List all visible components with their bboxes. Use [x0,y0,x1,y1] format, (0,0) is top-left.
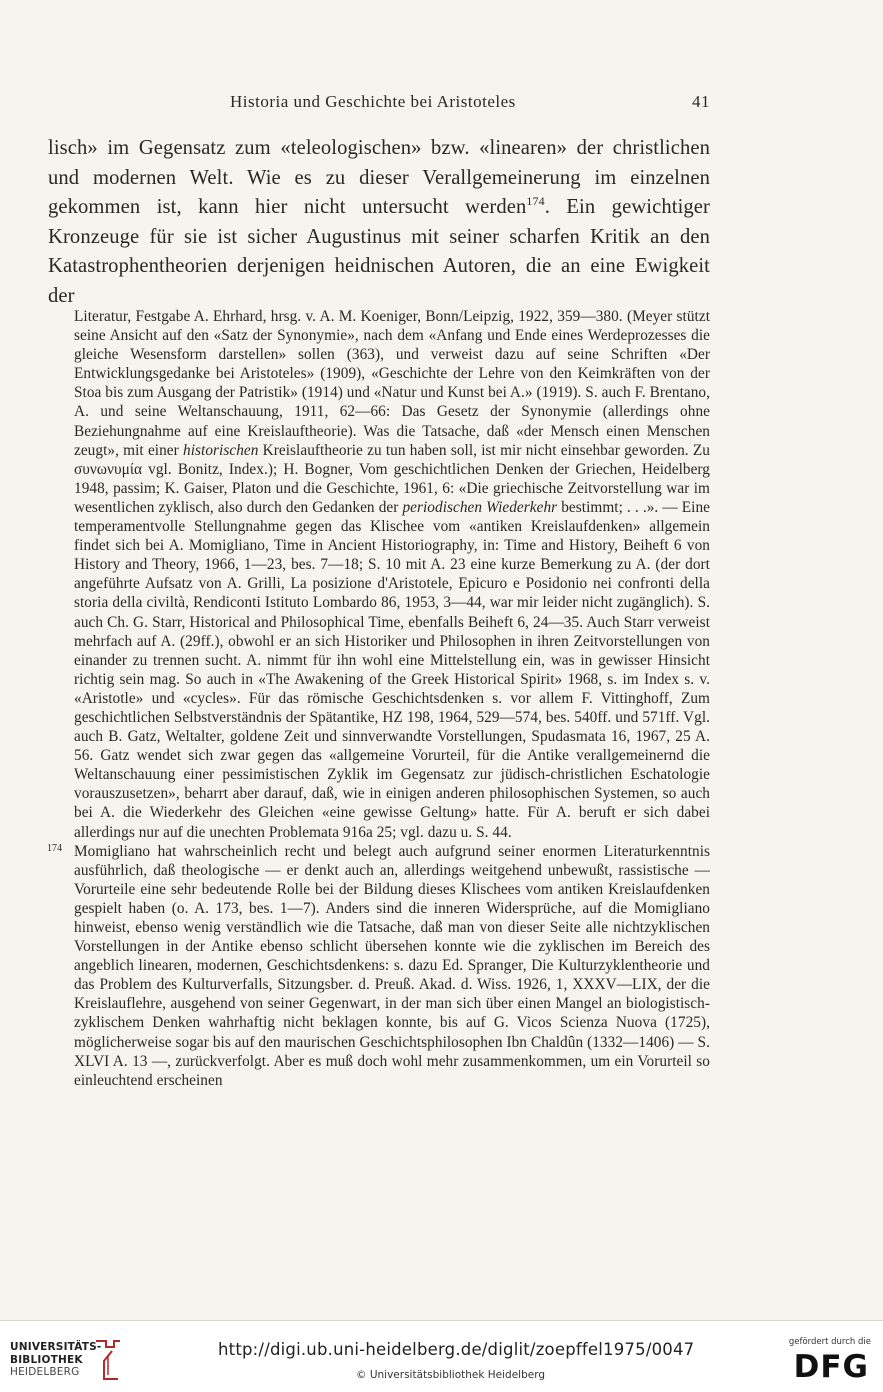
footnote-prev-segment-2: Kreislauftheorie zu tun haben soll, ist mir nicht einsehbar geworden. Zu συνωνυμία vgl. Bonitz, Index.); H. Bogner, Vom geschichtlichen Denken der Griechen, Heidelberg 1948, passim; K. Gaiser, Platon und die Geschichte, 1961, 6: «Die griechische Zeitvorstellung war im wesentlichen zyklisch, also durch den Gedanken der [74,441,710,516]
main-text-part1: lisch» im Gegensatz zum «teleologischen» bzw. «linearen» der christlichen und modernen Welt. Wie es zu dieser Verallgemeinerung im einzelnen gekommen ist, kann hier nicht untersucht werden [48,137,710,219]
page-number: 41 [692,92,710,111]
footnote-173-continuation [74,307,710,842]
footnotes [47,307,710,1090]
footnote-174 [47,842,710,1090]
funding-label: gefördert durch die [788,1337,871,1347]
library-logo-icon [92,1337,124,1383]
dfg-logo: DFG [793,1349,869,1385]
digitization-footer [0,1320,883,1392]
running-header [60,92,710,116]
footnote-174-text: Momigliano hat wahrscheinlich recht und belegt auch aufgrund seiner enormen Literaturkenntnis ausführlich, daß theologische — er denkt auch an, allerdings weitgehend unbewußt, rassistische — Vorurteile eine sehr bedeutende Rolle bei der Bildung dieses Klischees vom antiken Kreislaufdenken gespielt haben (o. A. 173, bes. 1—7). Anders sind die inneren Widersprüche, auf die Momigliano hinweist, ebenso wenig verständlich wie die Tatsache, daß man von dieser Seite alle nichtzyklischen Vorstellungen in der Antike ebenso schlicht übersehen konnte wie die zyklischen im Bereich des angeblich linearen, modernen, Geschichtsdenkens: s. dazu Ed. Spranger, Die Kulturzyklentheorie und das Problem des Kulturverfalls, Sitzungsber. d. Preuß. Akad. d. Wiss. 1926, 1, XXXV—LIX, der die Kreislauflehre, ausgehend von seiner Gegenwart, in der man sich über einen Mangel an biologistisch-zyklischem Denken wahrhaftig nicht beklagen konnte, bis auf G. Vicos Scienza Nuova (1725), möglicherweise sogar bis auf den maurischen Geschichtsphilosophen Ibn Chaldûn (1332—1406) — S. XLVI A. 13 —, zurückverfolgt. Aber es muß doch wohl mehr zusammenkommen, um ein Vorurteil so einleuchtend erscheinen [74,842,710,1089]
footnote-prev-italic-2: periodischen Wiederkehr [402,498,558,516]
main-text [48,134,710,312]
running-title: Historia und Geschichte bei Aristoteles [230,92,516,111]
library-name [10,1341,101,1379]
footnote-prev-segment-3: bestimmt; . . .». — Eine temperamentvolle Stellungnahme gegen das Klischee vom «antiken Kreislaufdenken» allgemein findet sich bei A. Momigliano, Time in Ancient Historiography, in: Time and History, Beiheft 6 von History and Theory, 1966, 1—23, bes. 7—18; S. 10 mit A. 23 eine kurze Bemerkung zu A. (der dort angeführte Aufsatz von A. Grilli, La posizione d'Aristotele, Epicuro e Posidonio nei confronti della storia della civiltà, Rendiconti Istituto Lombardo 86, 1953, 3—44, war mir leider nicht zugänglich). S. auch Ch. G. Starr, Historical and Philosophical Time, ebenfalls Beiheft 6, 24—35. Auch Starr verweist mehrfach auf A. (29ff.), obwohl er an sich Historiker und Philosophen in ihren Zeitvorstellungen von einander zu trennen sucht. A. nimmt für ihn wohl eine Mittelstellung ein, was in gewisser Hinsicht richtig sein mag. So auch in «The Awakening of the Greek Historical Spirit» 1968, s. im Index s. v. «Aristotle» und «cycles». Für das römische Geschichtsdenken s. vor allem F. Vittinghoff, Zum geschichtlichen Selbstverständnis der Spätantike, HZ 198, 1964, 529—574, bes. 540ff. und 571ff. Vgl. auch B. Gatz, Weltalter, goldene Zeit und sinnverwandte Vorstellungen, Spudasmata 16, 1967, 25 A. 56. Gatz wendet sich zwar gegen das «allgemeine Vorurteil, für die Antike verallgemeinernd die Weltanschauung einer pessimistischen Zyklik im Gegensatz zur jüdisch-christlichen Eschatologie vorauszusetzen», beharrt aber darauf, daß, wie in einigen anderen philosophischen Systemen, so auch bei A. die Wiederkehr des Gleichen «eine gewisse Geltung» hatte. Für A. beruft er sich dabei allerdings nur auf die unechten Problemata 916a 25; vgl. dazu u. S. 44. [74,498,710,841]
library-line-2: BIBLIOTHEK [10,1353,83,1366]
copyright-notice: © Universitätsbibliothek Heidelberg [356,1369,546,1381]
footnote-reference: 174 [526,194,545,209]
footnote-prev-segment-1: Literatur, Festgabe A. Ehrhard, hrsg. v. A. M. Koeniger, Bonn/Leipzig, 1922, 359—380. (Meyer stützt seine Ansicht auf den «Satz der Synonymie», nach dem «Anfang und Ende eines Werdeprozesses die gleiche Wesensform darstellen» sollen (363), und verweist dazu auf seine Schriften «Der Entwicklungsgedanke bei Aristoteles» (1909), «Geschichte der Lehre von den Keimkräften von der Stoa bis zum Ausgang der Patristik» (1914) und «Natur und Kunst bei A.» (1919). S. auch F. Brentano, A. und seine Weltanschauung, 1911, 62—66: Das Gesetz der Synonymie (allerdings ohne Beziehungnahme auf eine Kreislauftheorie). Was die Tatsache, daß «der Mensch einen Menschen zeugt», mit einer [74,308,710,459]
library-line-1: UNIVERSITÄTS- [10,1341,102,1353]
footnote-prev-italic-1: historischen [183,441,259,459]
permalink-url[interactable]: http://digi.ub.uni-heidelberg.de/diglit/zoepffel1975/0047 [218,1340,695,1359]
main-text-part2: . Ein gewichtiger Kronzeuge für sie ist sicher Augustinus mit seiner scharfen Kritik an den Katastrophentheorien derjenigen heidnischen Autoren, die an eine Ewigkeit der [48,196,710,307]
library-line-3: HEIDELBERG [10,1366,80,1378]
footnote-marker: 174 [47,842,63,854]
